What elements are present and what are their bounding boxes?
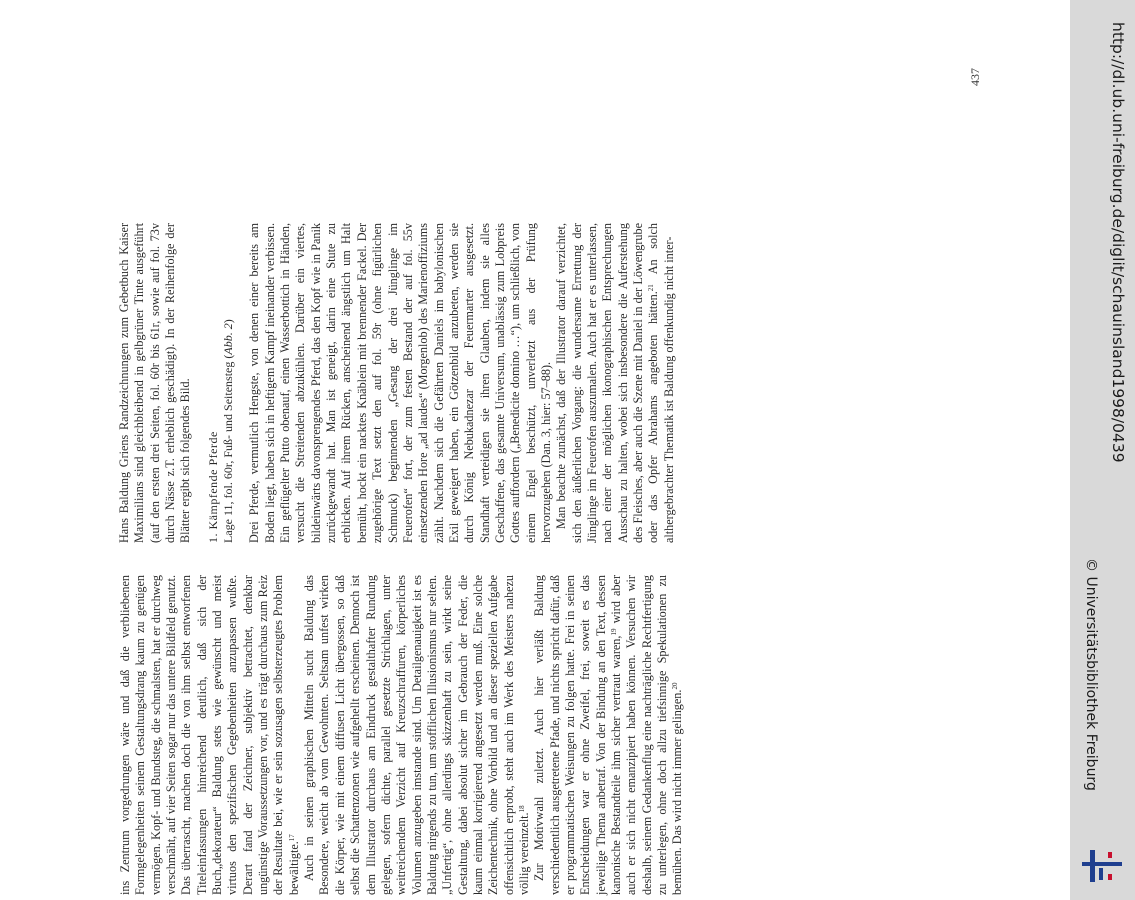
paragraph: Hans Baldung Griens Randzeichnungen zum Gebetbuch Kaiser Maximilians sind gleichbleibend in gelbgrüner Tinte ausgeführt (auf den ersten drei Seiten, fol. 60r bis 61r, sowie auf fol. 73v durch Nässe z.T. erheblich geschädigt). In der Reihenfolge der Blätter ergibt sich folgendes Bild.: [117, 223, 193, 543]
section-subheading: Lage 11, fol. 60r, Fuß- und Seitensteg (Abb. 2): [221, 319, 236, 543]
section-heading: 1. Kämpfende Pferde: [205, 431, 220, 543]
text-column-left: [118, 575, 686, 895]
library-sidebar: [1070, 0, 1135, 900]
copyright-text: © Universitätsbibliothek Freiburg: [1083, 558, 1099, 791]
university-library-logo-icon: [1077, 846, 1127, 886]
paragraph: Drei Pferde, vermutlich Hengste, von denen einer bereits am Boden liegt, haben sich in heftigem Kampf ineinander verbissen. Ein geflügelter Putto obenauf, einen Wasserbottich in Händen, versucht die Streitenden abzukühlen. Darüber ein viertes, bildeinwärts davonsprengendes Pferd, das den Kopf wie in Panik zurückgewandt hat. Man ist geneigt, darin eine Stute zu erblicken. Auf ihrem Rücken, anscheinend ängstlich um Halt bemüht, hockt ein nacktes Knäblein mit brennender Fackel. Der zugehörige Text setzt den auf fol. 59r (ohne figürlichen Schmuck) beginnenden „Gesang der drei Jünglinge im Feuerofen“ fort, der zum festen Bestand der auf fol. 55v einsetzenden Hore „ad laudes“ (Morgenlob) des Marienoffiziums zählt. Nachdem sich die Gefährten Daniels im babylonischen Exil geweigert haben, ein Götzenbild anzubeten, werden sie durch König Nebukadnezar der Feuermarter ausgesetzt. Standhaft verteidigen sie ihren Glauben, indem sie alles Geschaffene, das gesamte Universum, unablässig zum Lobpreis Gottes auffordern („Benedicite domino …“), um schließlich, von einem Engel beschützt, unverletzt aus der Prüfung hervorzugehen (Dan. 3, hier: 57–88).: [247, 223, 553, 543]
footnote-ref: 19: [610, 628, 618, 636]
paragraph: ins Zentrum vorgedrungen wäre und daß die verbliebenen Formgelegenheiten seinem Gestaltungsdrang kaum zu genügen vermögen. Kopf- und Bundsteg, die schmalsten, hat er durchweg verschmäht, auf vier Seiten sogar nur das untere Bildfeld genutzt. Das überrascht, machen doch die von ihm selbst entworfenen Titeleinfassungen hinreichend deutlich, daß sich der Buch„dekorateur“ Baldung stets wie gewünscht und meist virtuos den spezifischen Gegebenheiten anzupassen wußte. Derart fand der Zeichner, subjektiv betrachtet, denkbar ungünstige Voraussetzungen vor, und es trägt durchaus zum Reiz der Resultate bei, wie er sein sozusagen selbsterzeugtes Problem bewältigte.$^{17}$: [118, 575, 301, 895]
paragraph: Auch in seinen graphischen Mitteln sucht Baldung das Besondere, weicht ab vom Gewohnten. Seltsam unfest wirken die Körper, wie mit einem diffusen Licht übergossen, so daß selbst die Schattenzonen wie aufgehellt erscheinen. Dennoch ist dem Illustrator durchaus am Eindruck gestalthafter Rundung gelegen, sofern dichte, parallel gesetzte Strichlagen, unter weitreichendem Verzicht auf Kreuzschraffuren, körperliches Volumen anzugeben imstande sind. Um Detailgenauigkeit ist es Baldung nirgends zu tun, um stofflichen Illusionismus nur selten. „Unfertig“, ohne allerdings skizzenhaft zu sein, wirkt seine Gestaltung, dabei absolut sicher im Gebrauch der Feder, die kaum einmal korrigierend angesetzt werden muß. Eine solche Zeichentechnik, ohne Vorbild und an dieser speziellen Aufgabe offensichtlich erprobt, steht auch im Werk des Meisters nahezu völlig vereinzelt.$^{18}$: [302, 575, 531, 895]
footnote-ref: 18: [517, 805, 526, 813]
text-column-right: [117, 223, 677, 543]
page-number: 437: [968, 68, 982, 86]
paragraph: Zur Motivwahl zuletzt. Auch hier verläßt Baldung verschiedentlich ausgetretene Pfade, und nichts spricht dafür, daß er programmatischen Weisungen zu folgen hatte. Frei in seinen Entscheidungen war er ohne Zweifel, frei, soweit es das jeweilige Thema anbetraf. Von der Bindung an den Text, dessen kanonische Bestandteile ihm sicher vertraut waren,$^{19}$ wird aber auch er sich nicht emanzipiert haben können. Versuchen wir deshalb, seinem Gedankenflug eine nachträgliche Rechtfertigung zu unterlegen, ohne doch allzu tiefsinnige Spekulationen zu bemühen. Das wird nicht immer gelingen.$^{20}$: [532, 574, 685, 895]
footnote-ref: 17: [287, 834, 296, 842]
source-url-link[interactable]: http://dl.ub.uni-freiburg.de/diglit/schauinsland1998/0439: [1109, 22, 1127, 463]
footnote-ref: 20: [671, 682, 680, 690]
sidebar-rotated-text: [1070, 0, 1135, 900]
footnote-ref: 21: [647, 284, 656, 292]
paragraph: Man beachte zunächst, daß der Illustrator darauf verzichtet, sich den äußerlichen Vorgang: die wundersame Errettung der Jünglinge im Feuerofen auszumalen. Auch hat er es unterlassen, nach einer der möglichen ikonographischen Entsprechungen Ausschau zu halten, wobei sich insbesondere die Auferstehung des Fleisches, aber auch die Szene mit Daniel in der Löwengrube oder das Opfer Abrahams angeboten hätten.$^{21}$ An solch althergebrachter Thematik ist Baldung offenkundig nicht inter-: [554, 223, 676, 543]
